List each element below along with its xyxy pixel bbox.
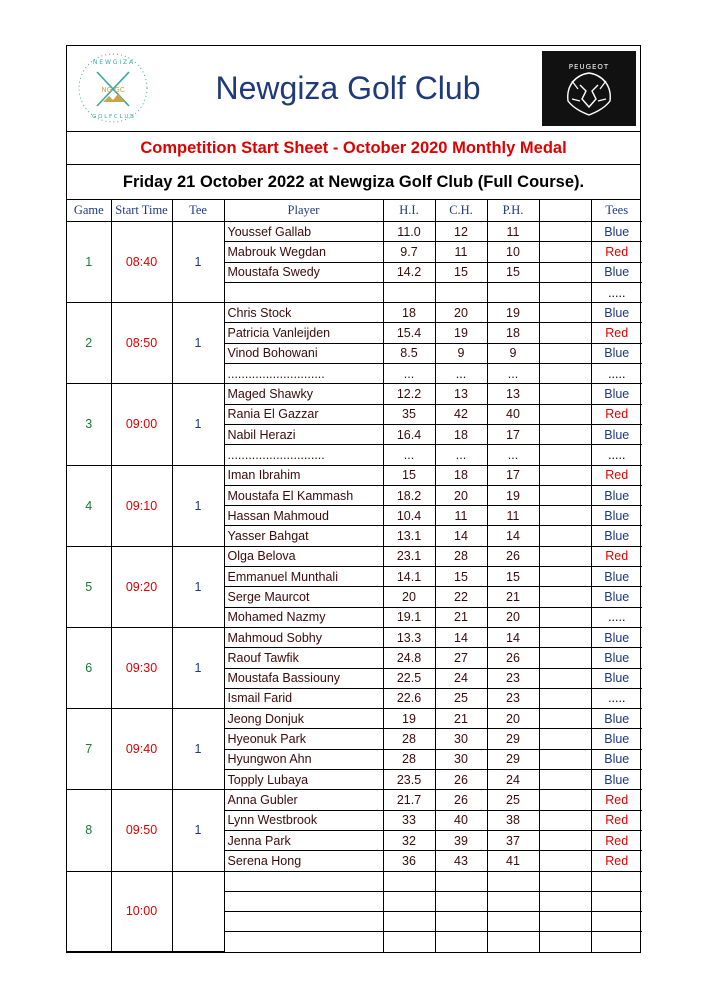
- playing-handicap: 38: [487, 810, 539, 830]
- course-handicap: 39: [435, 830, 487, 850]
- handicap-index: [383, 891, 435, 911]
- course-handicap: 21: [435, 607, 487, 627]
- player-name: Serena Hong: [224, 851, 383, 871]
- blank-cell: [539, 242, 591, 262]
- course-handicap: [435, 912, 487, 932]
- handicap-index: 19: [383, 709, 435, 729]
- sheet-title: Competition Start Sheet - October 2020 Monthly Medal: [67, 132, 640, 165]
- playing-handicap: 29: [487, 729, 539, 749]
- blank-cell: [539, 526, 591, 546]
- handicap-index: 23.5: [383, 770, 435, 790]
- svg-text:NG GC: NG GC: [101, 86, 125, 94]
- tee-number: 1: [172, 627, 224, 708]
- game-number: 7: [67, 709, 111, 790]
- playing-handicap: 23: [487, 688, 539, 708]
- course-handicap: 9: [435, 343, 487, 363]
- course-handicap: [435, 932, 487, 952]
- course-handicap: [435, 282, 487, 302]
- blank-cell: [539, 262, 591, 282]
- handicap-index: [383, 282, 435, 302]
- col-hi: H.I.: [383, 200, 435, 222]
- playing-handicap: 10: [487, 242, 539, 262]
- blank-cell: [539, 485, 591, 505]
- tees-color: Blue: [591, 587, 642, 607]
- playing-handicap: 21: [487, 587, 539, 607]
- blank-cell: [539, 932, 591, 952]
- player-name: Olga Belova: [224, 546, 383, 566]
- playing-handicap: 19: [487, 303, 539, 323]
- playing-handicap: 26: [487, 546, 539, 566]
- course-handicap: 25: [435, 688, 487, 708]
- playing-handicap: ...: [487, 445, 539, 465]
- blank-cell: [539, 465, 591, 485]
- tees-color: Blue: [591, 262, 642, 282]
- player-row: [67, 222, 642, 242]
- blank-cell: [539, 871, 591, 891]
- col-blank: [539, 200, 591, 222]
- course-handicap: 14: [435, 526, 487, 546]
- tees-color: Blue: [591, 627, 642, 647]
- tees-color: Blue: [591, 303, 642, 323]
- player-name: Hyungwon Ahn: [224, 749, 383, 769]
- tee-number: [172, 871, 224, 952]
- tees-color: .....: [591, 282, 642, 302]
- game-number: 2: [67, 303, 111, 384]
- tees-color: Red: [591, 242, 642, 262]
- player-name: Chris Stock: [224, 303, 383, 323]
- handicap-index: [383, 912, 435, 932]
- tees-color: Blue: [591, 729, 642, 749]
- blank-cell: [539, 303, 591, 323]
- blank-cell: [539, 648, 591, 668]
- handicap-index: 22.5: [383, 668, 435, 688]
- handicap-index: 9.7: [383, 242, 435, 262]
- game-number: 1: [67, 222, 111, 303]
- course-handicap: 12: [435, 222, 487, 242]
- tees-color: Blue: [591, 485, 642, 505]
- tees-color: Red: [591, 404, 642, 424]
- player-name: Maged Shawky: [224, 384, 383, 404]
- tees-color: .....: [591, 364, 642, 384]
- start-time: 09:10: [111, 465, 172, 546]
- handicap-index: ...: [383, 445, 435, 465]
- start-time: 09:30: [111, 627, 172, 708]
- course-handicap: 15: [435, 567, 487, 587]
- player-name: Youssef Gallab: [224, 222, 383, 242]
- start-table: [67, 200, 642, 952]
- blank-cell: [539, 282, 591, 302]
- blank-cell: [539, 343, 591, 363]
- player-row: [67, 384, 642, 404]
- tees-color: [591, 932, 642, 952]
- tee-number: 1: [172, 384, 224, 465]
- playing-handicap: [487, 932, 539, 952]
- handicap-index: 8.5: [383, 343, 435, 363]
- tees-color: Blue: [591, 749, 642, 769]
- peugeot-logo-icon: [542, 51, 636, 126]
- course-handicap: 18: [435, 424, 487, 444]
- blank-cell: [539, 222, 591, 242]
- player-name: Nabil Herazi: [224, 424, 383, 444]
- svg-text:PEUGEOT: PEUGEOT: [568, 63, 610, 71]
- tees-color: Red: [591, 810, 642, 830]
- tees-color: Red: [591, 323, 642, 343]
- course-handicap: 43: [435, 851, 487, 871]
- course-handicap: 14: [435, 627, 487, 647]
- handicap-index: 24.8: [383, 648, 435, 668]
- tees-color: .....: [591, 688, 642, 708]
- playing-handicap: 15: [487, 262, 539, 282]
- player-name: Hassan Mahmoud: [224, 506, 383, 526]
- course-handicap: 18: [435, 465, 487, 485]
- handicap-index: 11.0: [383, 222, 435, 242]
- tees-color: Blue: [591, 709, 642, 729]
- player-row: [67, 627, 642, 647]
- handicap-index: 35: [383, 404, 435, 424]
- tee-number: 1: [172, 546, 224, 627]
- course-handicap: 26: [435, 770, 487, 790]
- playing-handicap: [487, 871, 539, 891]
- tees-color: .....: [591, 445, 642, 465]
- blank-cell: [539, 729, 591, 749]
- blank-cell: [539, 770, 591, 790]
- tees-color: Blue: [591, 384, 642, 404]
- blank-cell: [539, 851, 591, 871]
- handicap-index: [383, 932, 435, 952]
- tee-number: 1: [172, 303, 224, 384]
- sheet-header: [67, 46, 640, 132]
- playing-handicap: [487, 282, 539, 302]
- playing-handicap: 13: [487, 384, 539, 404]
- start-time: 08:40: [111, 222, 172, 303]
- playing-handicap: 17: [487, 465, 539, 485]
- tees-color: .....: [591, 607, 642, 627]
- playing-handicap: 11: [487, 222, 539, 242]
- col-player: Player: [224, 200, 383, 222]
- player-name: Lynn Westbrook: [224, 810, 383, 830]
- player-name: Ismail Farid: [224, 688, 383, 708]
- course-handicap: 24: [435, 668, 487, 688]
- player-name: Jenna Park: [224, 830, 383, 850]
- blank-cell: [539, 688, 591, 708]
- handicap-index: 13.1: [383, 526, 435, 546]
- game-number: 3: [67, 384, 111, 465]
- player-name: Hyeonuk Park: [224, 729, 383, 749]
- player-name: Mohamed Nazmy: [224, 607, 383, 627]
- course-handicap: 13: [435, 384, 487, 404]
- blank-cell: [539, 709, 591, 729]
- handicap-index: 36: [383, 851, 435, 871]
- course-handicap: 20: [435, 485, 487, 505]
- course-handicap: 42: [435, 404, 487, 424]
- playing-handicap: 14: [487, 627, 539, 647]
- handicap-index: 16.4: [383, 424, 435, 444]
- start-time: 09:40: [111, 709, 172, 790]
- tees-color: Red: [591, 790, 642, 810]
- playing-handicap: 40: [487, 404, 539, 424]
- player-name: Jeong Donjuk: [224, 709, 383, 729]
- player-name: [224, 912, 383, 932]
- course-handicap: 26: [435, 790, 487, 810]
- start-time: 09:00: [111, 384, 172, 465]
- col-ch: C.H.: [435, 200, 487, 222]
- course-handicap: ...: [435, 364, 487, 384]
- tees-color: Red: [591, 851, 642, 871]
- header-row: [67, 200, 642, 222]
- course-handicap: 11: [435, 242, 487, 262]
- course-handicap: 22: [435, 587, 487, 607]
- player-name: [224, 891, 383, 911]
- tee-number: 1: [172, 709, 224, 790]
- game-number: 4: [67, 465, 111, 546]
- tee-number: 1: [172, 222, 224, 303]
- handicap-index: 14.2: [383, 262, 435, 282]
- tee-number: 1: [172, 790, 224, 871]
- handicap-index: [383, 871, 435, 891]
- player-name: Moustafa El Kammash: [224, 485, 383, 505]
- course-handicap: [435, 871, 487, 891]
- player-name: Moustafa Bassiouny: [224, 668, 383, 688]
- sheet-subtitle: Friday 21 October 2022 at Newgiza Golf Club (Full Course).: [67, 165, 640, 200]
- playing-handicap: 18: [487, 323, 539, 343]
- tee-number: 1: [172, 465, 224, 546]
- playing-handicap: 11: [487, 506, 539, 526]
- col-tee: Tee: [172, 200, 224, 222]
- col-game: Game: [67, 200, 111, 222]
- tees-color: [591, 871, 642, 891]
- playing-handicap: ...: [487, 364, 539, 384]
- blank-cell: [539, 587, 591, 607]
- tees-color: Blue: [591, 526, 642, 546]
- playing-handicap: 20: [487, 607, 539, 627]
- course-handicap: [435, 891, 487, 911]
- handicap-index: ...: [383, 364, 435, 384]
- blank-cell: [539, 668, 591, 688]
- player-row: [67, 546, 642, 566]
- blank-cell: [539, 445, 591, 465]
- player-name: Yasser Bahgat: [224, 526, 383, 546]
- player-name: Mahmoud Sobhy: [224, 627, 383, 647]
- blank-cell: [539, 790, 591, 810]
- blank-cell: [539, 506, 591, 526]
- playing-handicap: 23: [487, 668, 539, 688]
- tees-color: Blue: [591, 222, 642, 242]
- blank-cell: [539, 810, 591, 830]
- playing-handicap: 17: [487, 424, 539, 444]
- handicap-index: 10.4: [383, 506, 435, 526]
- tees-color: Blue: [591, 668, 642, 688]
- blank-cell: [539, 607, 591, 627]
- blank-cell: [539, 567, 591, 587]
- player-name: [224, 871, 383, 891]
- playing-handicap: 25: [487, 790, 539, 810]
- club-name: Newgiza Golf Club: [215, 70, 481, 106]
- playing-handicap: 41: [487, 851, 539, 871]
- course-handicap: 28: [435, 546, 487, 566]
- playing-handicap: 26: [487, 648, 539, 668]
- start-time: 09:50: [111, 790, 172, 871]
- handicap-index: 12.2: [383, 384, 435, 404]
- course-handicap: 40: [435, 810, 487, 830]
- tees-color: Blue: [591, 424, 642, 444]
- course-handicap: 27: [435, 648, 487, 668]
- player-name: [224, 282, 383, 302]
- player-name: Emmanuel Munthali: [224, 567, 383, 587]
- course-handicap: 11: [435, 506, 487, 526]
- blank-cell: [539, 364, 591, 384]
- playing-handicap: 9: [487, 343, 539, 363]
- blank-cell: [539, 546, 591, 566]
- blank-cell: [539, 424, 591, 444]
- blank-cell: [539, 749, 591, 769]
- playing-handicap: 24: [487, 770, 539, 790]
- playing-handicap: [487, 891, 539, 911]
- player-name: Raouf Tawfik: [224, 648, 383, 668]
- game-number: 8: [67, 790, 111, 871]
- player-name: Patricia Vanleijden: [224, 323, 383, 343]
- handicap-index: 28: [383, 729, 435, 749]
- game-number: [67, 871, 111, 952]
- player-name: ............................: [224, 445, 383, 465]
- player-row: [67, 465, 642, 485]
- newgiza-logo-icon: [75, 50, 151, 126]
- blank-cell: [539, 384, 591, 404]
- playing-handicap: 20: [487, 709, 539, 729]
- handicap-index: 22.6: [383, 688, 435, 708]
- tees-color: Blue: [591, 770, 642, 790]
- player-row: [67, 790, 642, 810]
- tees-color: Blue: [591, 506, 642, 526]
- tees-color: [591, 891, 642, 911]
- col-start-time: Start Time: [111, 200, 172, 222]
- handicap-index: 13.3: [383, 627, 435, 647]
- handicap-index: 14.1: [383, 567, 435, 587]
- blank-cell: [539, 912, 591, 932]
- handicap-index: 23.1: [383, 546, 435, 566]
- player-name: Rania El Gazzar: [224, 404, 383, 424]
- handicap-index: 28: [383, 749, 435, 769]
- course-handicap: 21: [435, 709, 487, 729]
- course-handicap: 20: [435, 303, 487, 323]
- player-name: Mabrouk Wegdan: [224, 242, 383, 262]
- start-time: 09:20: [111, 546, 172, 627]
- tees-color: Red: [591, 465, 642, 485]
- start-time: 10:00: [111, 871, 172, 952]
- player-name: Iman Ibrahim: [224, 465, 383, 485]
- playing-handicap: 19: [487, 485, 539, 505]
- playing-handicap: 37: [487, 830, 539, 850]
- handicap-index: 32: [383, 830, 435, 850]
- player-name: [224, 932, 383, 952]
- col-tees: Tees: [591, 200, 642, 222]
- player-name: Anna Gubler: [224, 790, 383, 810]
- start-time: 08:50: [111, 303, 172, 384]
- playing-handicap: 14: [487, 526, 539, 546]
- blank-cell: [539, 404, 591, 424]
- player-row: [67, 303, 642, 323]
- player-name: Topply Lubaya: [224, 770, 383, 790]
- blank-cell: [539, 891, 591, 911]
- handicap-index: 20: [383, 587, 435, 607]
- handicap-index: 21.7: [383, 790, 435, 810]
- col-ph: P.H.: [487, 200, 539, 222]
- course-handicap: 15: [435, 262, 487, 282]
- tees-color: Blue: [591, 648, 642, 668]
- course-handicap: 30: [435, 729, 487, 749]
- course-handicap: ...: [435, 445, 487, 465]
- player-name: ............................: [224, 364, 383, 384]
- handicap-index: 33: [383, 810, 435, 830]
- handicap-index: 15.4: [383, 323, 435, 343]
- blank-cell: [539, 627, 591, 647]
- tees-color: Red: [591, 830, 642, 850]
- handicap-index: 18: [383, 303, 435, 323]
- start-sheet: [66, 45, 641, 953]
- player-row: [67, 871, 642, 891]
- svg-text:N E W G I Z A: N E W G I Z A: [92, 59, 134, 66]
- player-name: Serge Maurcot: [224, 587, 383, 607]
- playing-handicap: [487, 912, 539, 932]
- game-number: 6: [67, 627, 111, 708]
- handicap-index: 19.1: [383, 607, 435, 627]
- tees-color: Blue: [591, 567, 642, 587]
- handicap-index: 18.2: [383, 485, 435, 505]
- course-handicap: 30: [435, 749, 487, 769]
- playing-handicap: 29: [487, 749, 539, 769]
- blank-cell: [539, 830, 591, 850]
- player-row: [67, 709, 642, 729]
- playing-handicap: 15: [487, 567, 539, 587]
- svg-text:G O L F C L U B: G O L F C L U B: [92, 114, 134, 120]
- tees-color: [591, 912, 642, 932]
- player-name: Moustafa Swedy: [224, 262, 383, 282]
- handicap-index: 15: [383, 465, 435, 485]
- game-number: 5: [67, 546, 111, 627]
- tees-color: Red: [591, 546, 642, 566]
- blank-cell: [539, 323, 591, 343]
- player-name: Vinod Bohowani: [224, 343, 383, 363]
- tees-color: Blue: [591, 343, 642, 363]
- course-handicap: 19: [435, 323, 487, 343]
